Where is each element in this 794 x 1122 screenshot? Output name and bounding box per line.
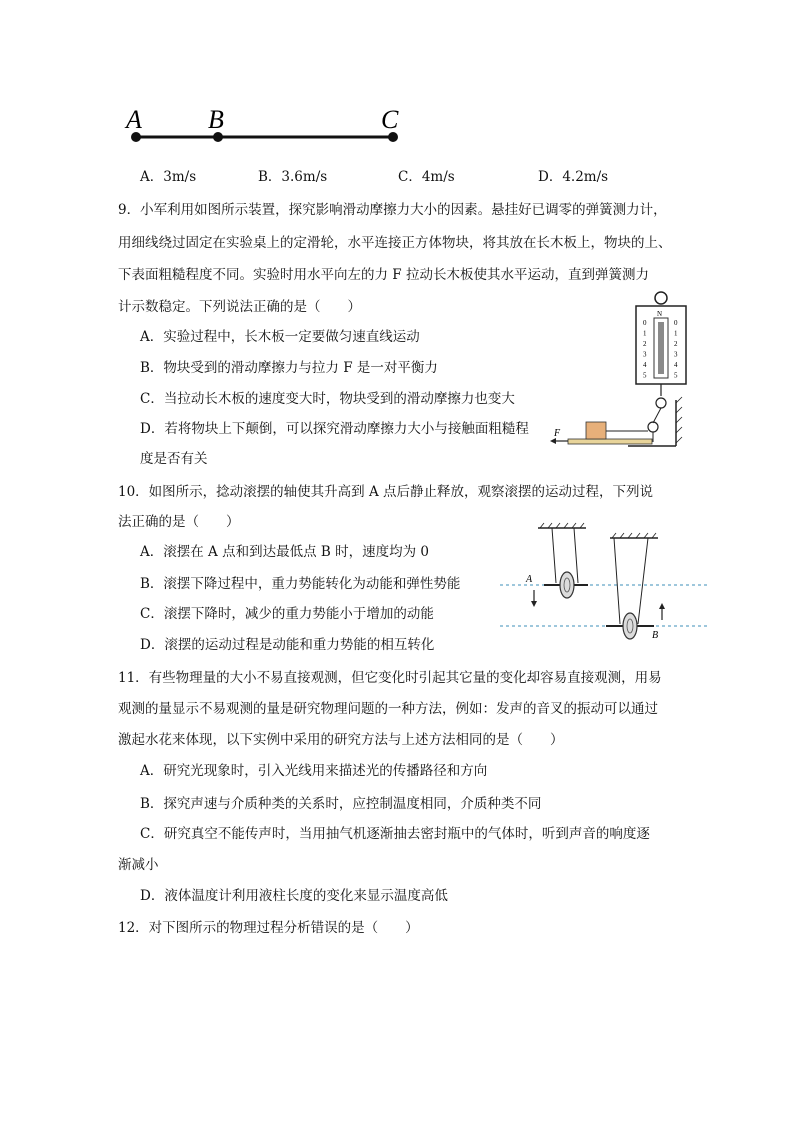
scale-right-tick-4: 4 bbox=[674, 361, 678, 369]
q11-option-b: B．探究声速与介质种类的关系时，应控制温度相同，介质种类不同 bbox=[140, 796, 542, 812]
q9-option-d-cont: 度是否有关 bbox=[140, 451, 208, 467]
q9-option-b: B．物块受到的滑动摩擦力与拉力 F 是一对平衡力 bbox=[140, 360, 438, 376]
q8-option-d: D．4.2m/s bbox=[538, 169, 609, 185]
scale-left-tick-2: 2 bbox=[643, 340, 647, 348]
scale-left-tick-0: 0 bbox=[643, 319, 647, 327]
scale-right-tick-1: 1 bbox=[674, 329, 678, 338]
q10-option-c: C．滚摆下降时，减少的重力势能小于增加的动能 bbox=[140, 606, 434, 622]
q11-option-a: A．研究光现象时，引入光线用来描述光的传播路径和方向 bbox=[140, 763, 488, 779]
spring-scale-figure bbox=[548, 288, 698, 450]
q12-stem: 12．对下图所示的物理过程分析错误的是（ ） bbox=[118, 920, 419, 936]
q11-option-c: C．研究真空不能传声时，当用抽气机逐渐抽去密封瓶中的气体时，听到声音的响度逐 bbox=[140, 826, 650, 842]
force-label-f: F bbox=[554, 428, 561, 439]
q10-option-a: A．滚摆在 A 点和到达最低点 B 时，速度均为 0 bbox=[140, 544, 429, 560]
q11-stem-1: 11．有些物理量的大小不易直接观测，但它变化时引起其它量的变化却容易直接观测，用易 bbox=[118, 670, 662, 686]
q11-stem-2: 观测的量显示不易观测的量是研究物理问题的一种方法，例如：发声的音叉的振动可以通过 bbox=[118, 701, 658, 717]
q11-option-d: D．液体温度计利用液柱长度的变化来显示温度高低 bbox=[140, 888, 448, 904]
q8-option-b: B．3.6m/s bbox=[258, 169, 328, 185]
q8-option-c: C．4m/s bbox=[398, 169, 455, 185]
abc-line-diagram bbox=[118, 100, 418, 150]
scale-left-tick-5: 5 bbox=[643, 371, 647, 380]
point-label-b: B bbox=[208, 105, 224, 134]
scale-right-tick-5: 5 bbox=[674, 371, 678, 380]
q9-stem-2: 用细线绕过固定在实验桌上的定滑轮，水平连接正方体物块，将其放在长木板上，物块的上、 bbox=[118, 235, 672, 251]
pendulum-label-a: A bbox=[526, 574, 533, 585]
scale-right-tick-0: 0 bbox=[674, 319, 678, 327]
scale-right-tick-2: 2 bbox=[674, 340, 678, 348]
q9-stem-4: 计示数稳定。下列说法正确的是（ ） bbox=[118, 299, 361, 315]
q8-option-a: A．3m/s bbox=[140, 169, 197, 185]
q11-option-c-cont: 渐减小 bbox=[118, 857, 159, 873]
scale-unit-n: N bbox=[657, 310, 663, 318]
scale-left-tick-1: 1 bbox=[643, 329, 647, 338]
q10-option-d: D．滚摆的运动过程是动能和重力势能的相互转化 bbox=[140, 637, 435, 653]
scale-left-tick-4: 4 bbox=[643, 361, 647, 369]
q9-option-d: D．若将物块上下颠倒，可以探究滑动摩擦力大小与接触面粗糙程 bbox=[140, 421, 529, 437]
pendulum-label-b: B bbox=[652, 630, 659, 641]
q9-option-a: A．实验过程中，长木板一定要做匀速直线运动 bbox=[140, 329, 420, 345]
scale-left-tick-3: 3 bbox=[643, 350, 647, 359]
q10-stem-1: 10．如图所示，捻动滚摆的轴使其升高到 A 点后静止释放，观察滚摆的运动过程，下列说 bbox=[118, 484, 654, 500]
q10-stem-2: 法正确的是（ ） bbox=[118, 514, 240, 530]
q9-stem-1: 9．小军利用如图所示装置，探究影响滑动摩擦力大小的因素。悬挂好已调零的弹簧测力计， bbox=[118, 202, 667, 218]
scale-right-tick-3: 3 bbox=[674, 350, 678, 359]
q11-stem-3: 激起水花来体现，以下实例中采用的研究方法与上述方法相同的是（ ） bbox=[118, 732, 564, 748]
q10-option-b: B．滚摆下降过程中，重力势能转化为动能和弹性势能 bbox=[140, 576, 461, 592]
q9-option-c: C．当拉动长木板的速度变大时，物块受到的滑动摩擦力也变大 bbox=[140, 391, 515, 407]
maxwell-pendulum-figure bbox=[500, 518, 712, 642]
point-label-c: C bbox=[381, 105, 399, 134]
point-label-a: A bbox=[126, 105, 142, 134]
q9-stem-3: 下表面粗糙程度不同。实验时用水平向左的力 F 拉动长木板使其水平运动，直到弹簧测力 bbox=[118, 267, 649, 283]
